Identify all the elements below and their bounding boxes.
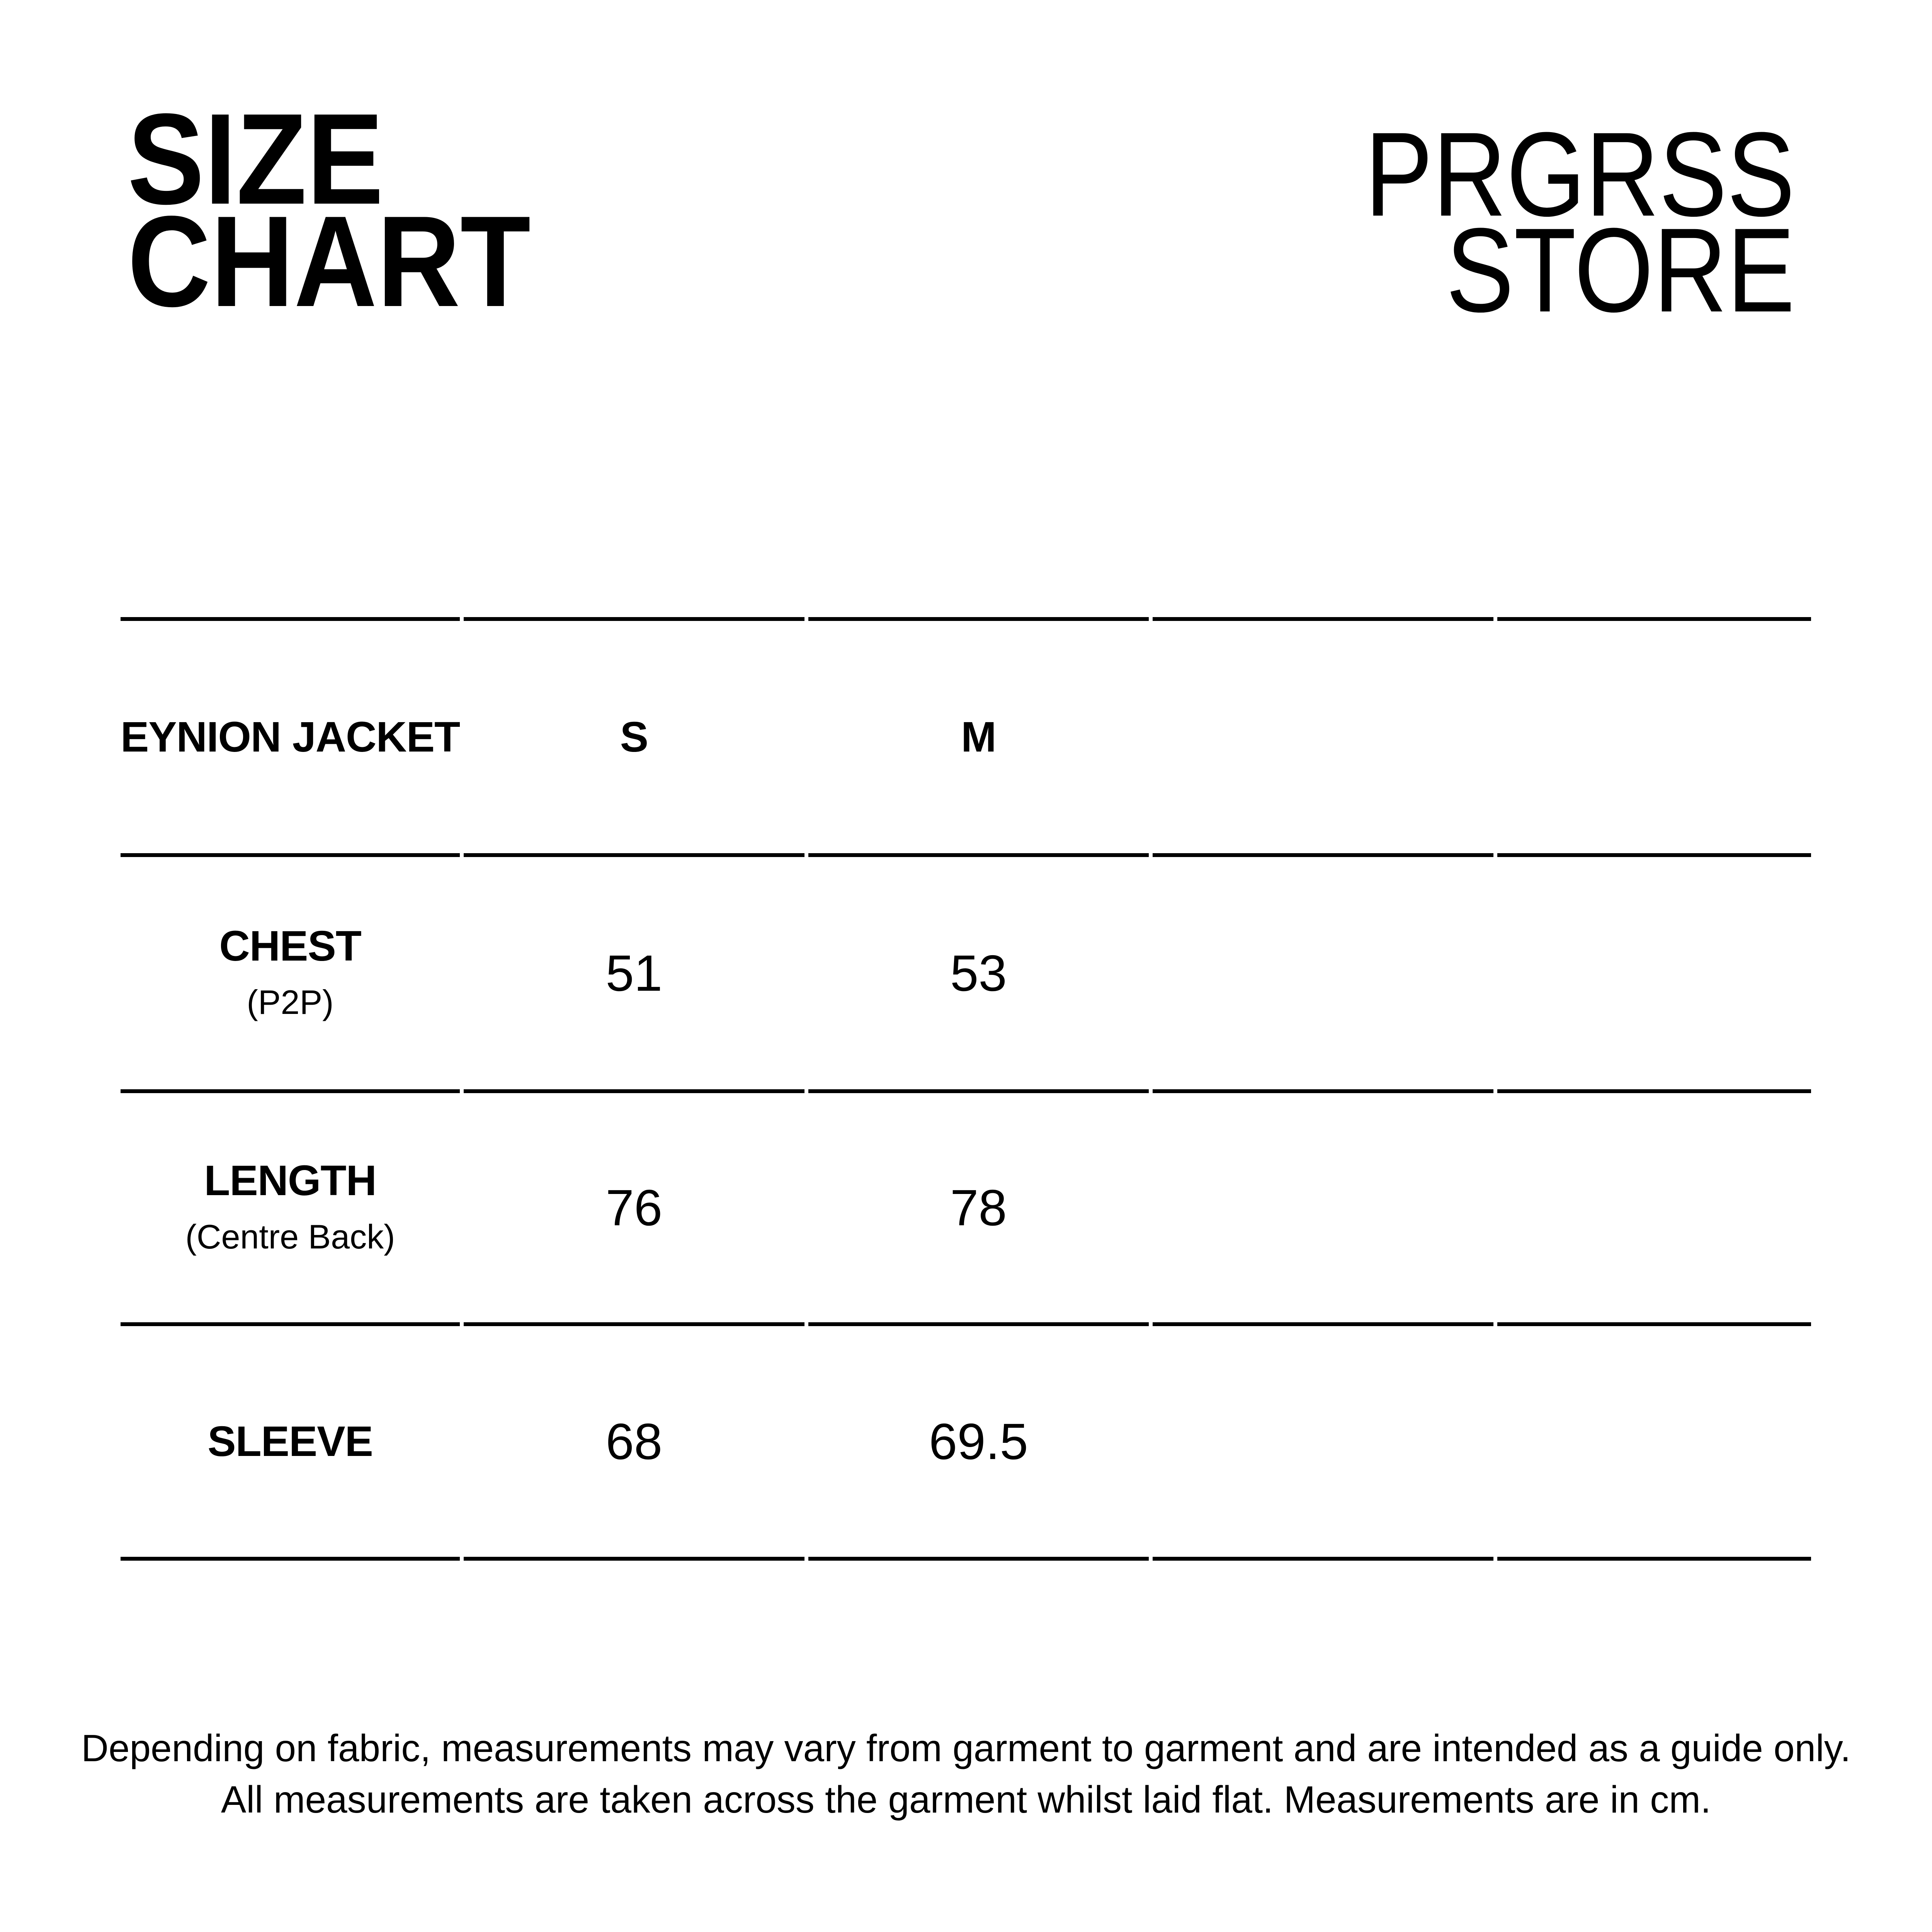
chest-value-m: 53 (950, 945, 1007, 1002)
chest-empty-cell (1153, 857, 1493, 1093)
chest-sublabel: (P2P) (247, 983, 334, 1021)
sleeve-empty-cell (1497, 1326, 1811, 1561)
chest-value-s-cell (464, 857, 804, 1093)
chest-empty-cell (1497, 857, 1811, 1093)
length-label: LENGTH (204, 1156, 376, 1204)
chest-label: CHEST (219, 922, 361, 970)
length-empty-cell (1497, 1093, 1811, 1326)
chest-label-cell (121, 857, 460, 1093)
sleeve-value-s: 68 (605, 1413, 663, 1470)
disclaimer (0, 1723, 1932, 1825)
size-column-s: S (620, 713, 648, 761)
page-title-line-2: CHART (128, 189, 531, 333)
sleeve-label-cell (121, 1326, 460, 1561)
brand-logo (1365, 107, 1795, 337)
length-value-s-cell (464, 1093, 804, 1326)
sleeve-empty-cell (1153, 1326, 1493, 1561)
length-label-cell (121, 1093, 460, 1326)
length-value-s: 76 (605, 1179, 663, 1236)
sleeve-value-m: 69.5 (929, 1413, 1028, 1470)
brand-logo-line-1: PRGRSS (1365, 107, 1795, 241)
table-header-size-m-cell (808, 617, 1149, 857)
chest-value-s: 51 (605, 945, 663, 1002)
sleeve-value-s-cell (464, 1326, 804, 1561)
length-sublabel: (Centre Back) (185, 1217, 395, 1256)
sleeve-value-m-cell (808, 1326, 1149, 1561)
table-header-product-cell (121, 617, 460, 857)
brand-logo-line-2: STORE (1446, 203, 1795, 337)
size-column-m: M (961, 713, 996, 761)
sleeve-label: SLEEVE (207, 1417, 373, 1465)
length-value-m: 78 (950, 1179, 1007, 1236)
disclaimer-line-2: All measurements are taken across the garment whilst laid flat. Measurements are in cm. (221, 1778, 1711, 1821)
chest-value-m-cell (808, 857, 1149, 1093)
table-header-empty-cell (1497, 617, 1811, 857)
table-header-empty-cell (1153, 617, 1493, 857)
size-table (121, 617, 1811, 1561)
page-title (128, 87, 531, 333)
length-value-m-cell (808, 1093, 1149, 1326)
table-header-size-s-cell (464, 617, 804, 857)
disclaimer-line-1: Depending on fabric, measurements may vary from garment to garment and are intended as a guide only. (81, 1727, 1851, 1769)
product-name: EYNION JACKET (121, 713, 460, 761)
length-empty-cell (1153, 1093, 1493, 1326)
page-title-line-1: SIZE (128, 87, 384, 231)
